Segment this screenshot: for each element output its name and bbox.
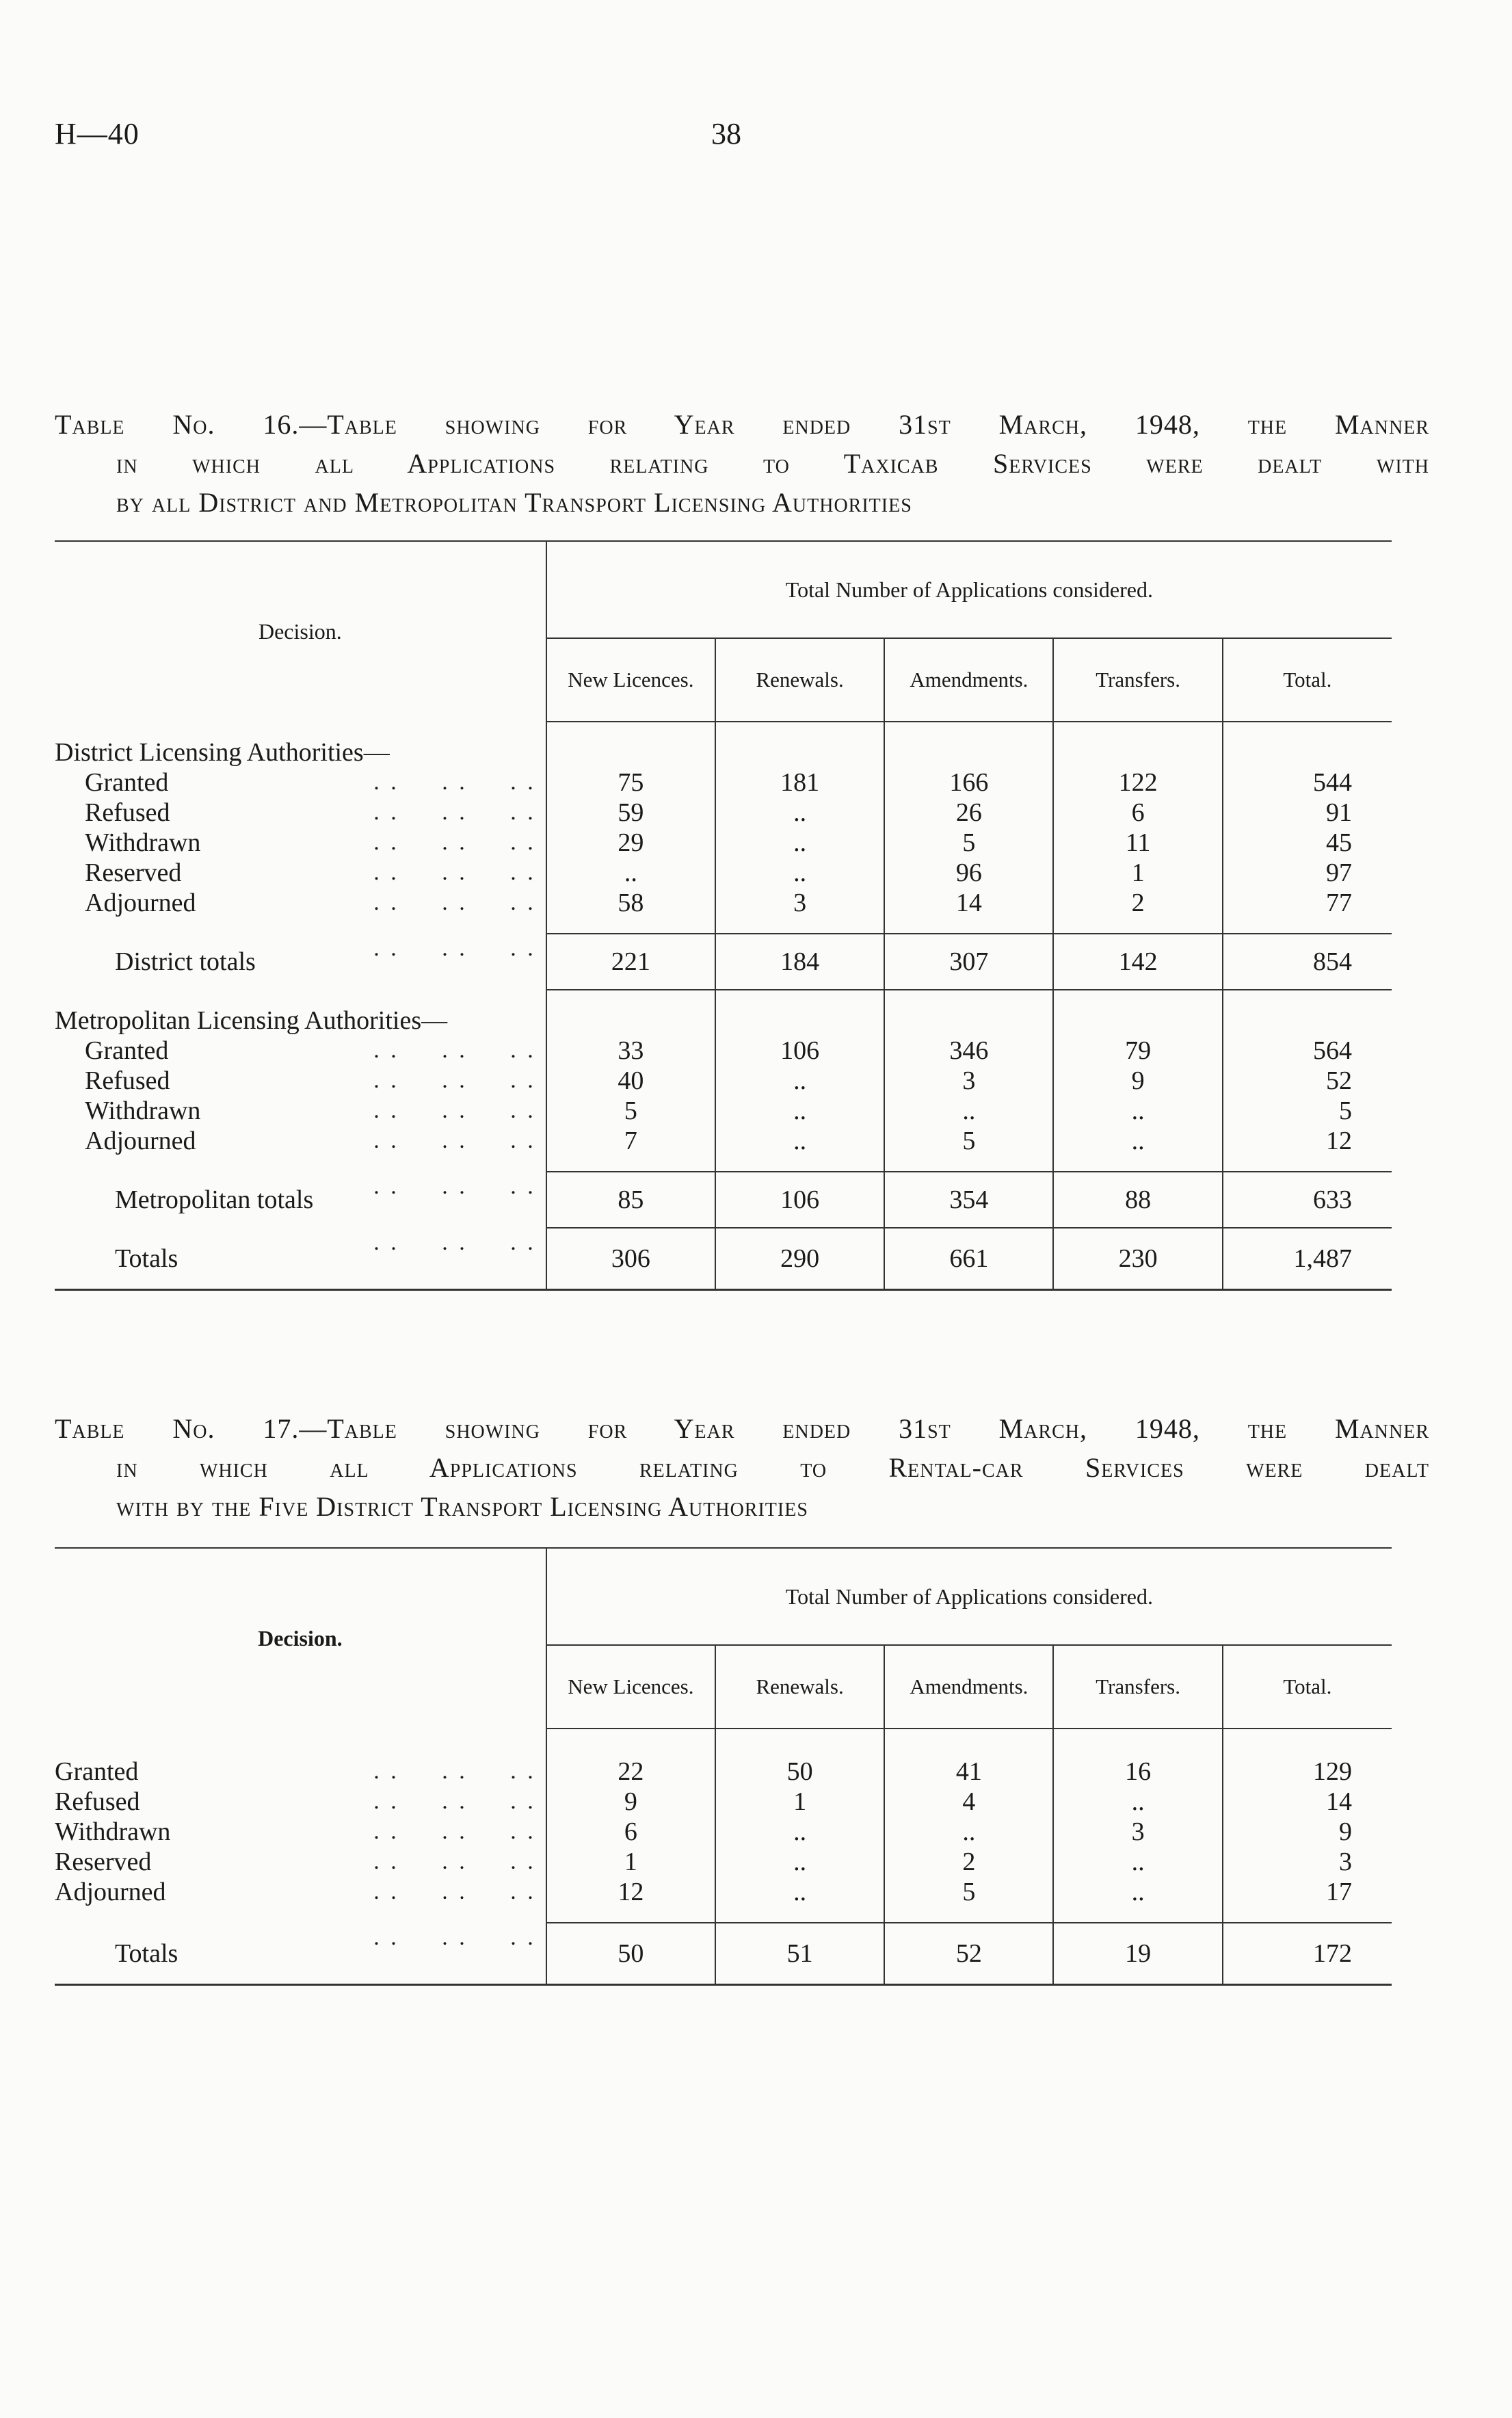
- cell-transfers: 122: [1053, 767, 1222, 798]
- document-reference: H—40: [55, 117, 140, 150]
- cell-renewals: ..: [715, 828, 884, 858]
- row-label: Withdrawn: [85, 1096, 204, 1125]
- cell-total: 9: [1339, 1817, 1352, 1846]
- row-label: Reserved: [55, 1848, 155, 1876]
- row-label: Granted: [55, 1757, 142, 1786]
- group-header: Total Number of Applications considered.: [546, 1549, 1392, 1645]
- cell-total: 1,487: [1223, 1228, 1392, 1290]
- table17: [55, 1547, 1392, 1986]
- cell-renewals: 290: [715, 1228, 884, 1290]
- cell-total: 12: [1326, 1127, 1352, 1155]
- row-label: Refused: [85, 1066, 174, 1095]
- cell-amendments: 307: [884, 934, 1053, 990]
- cell-renewals: 3: [715, 888, 884, 918]
- cell-amendments: 354: [884, 1172, 1053, 1228]
- row-label: Metropolitan totals: [115, 1185, 317, 1214]
- cell-new-licences: 59: [546, 798, 715, 828]
- table-row: [55, 1066, 1392, 1096]
- cell-new-licences: 6: [546, 1817, 715, 1847]
- cell-total: 633: [1223, 1172, 1392, 1228]
- cell-renewals: 106: [715, 1036, 884, 1066]
- cell-amendments: ..: [884, 1817, 1053, 1847]
- cell-transfers: ..: [1053, 1096, 1222, 1126]
- cell-transfers: 230: [1053, 1228, 1222, 1290]
- cell-renewals: ..: [715, 1877, 884, 1907]
- table-row: [55, 888, 1392, 918]
- cell-renewals: ..: [715, 1847, 884, 1877]
- cell-new-licences: 12: [546, 1877, 715, 1907]
- table-row: [55, 1847, 1392, 1877]
- section-heading-metropolitan: [55, 1006, 1392, 1036]
- cell-total: 854: [1223, 934, 1392, 990]
- cell-renewals: 51: [715, 1923, 884, 1985]
- cell-new-licences: 5: [546, 1096, 715, 1126]
- cell-transfers: 2: [1053, 888, 1222, 918]
- cell-transfers: 19: [1053, 1923, 1222, 1985]
- cell-amendments: 3: [884, 1066, 1053, 1096]
- cell-new-licences: 33: [546, 1036, 715, 1066]
- cell-new-licences: 7: [546, 1126, 715, 1156]
- table-row: [55, 1877, 1392, 1907]
- cell-renewals: ..: [715, 858, 884, 888]
- page-number: 38: [711, 117, 741, 150]
- cell-total: 77: [1326, 889, 1352, 917]
- cell-total: 5: [1339, 1096, 1352, 1125]
- cell-transfers: 16: [1053, 1757, 1222, 1787]
- cell-new-licences: 50: [546, 1923, 715, 1985]
- section-heading-district: [55, 737, 1392, 767]
- cell-transfers: ..: [1053, 1847, 1222, 1877]
- cell-amendments: ..: [884, 1096, 1053, 1126]
- table16-caption: [55, 405, 1429, 522]
- cell-transfers: 11: [1053, 828, 1222, 858]
- column-header-new-licences: New Licences.: [546, 638, 715, 722]
- subtotal-row-metropolitan: [55, 1172, 1392, 1228]
- cell-transfers: 1: [1053, 858, 1222, 888]
- cell-transfers: 9: [1053, 1066, 1222, 1096]
- cell-transfers: 79: [1053, 1036, 1222, 1066]
- cell-amendments: 14: [884, 888, 1053, 918]
- cell-new-licences: 29: [546, 828, 715, 858]
- cell-renewals: 181: [715, 767, 884, 798]
- table-row: [55, 828, 1392, 858]
- row-label: Granted: [85, 1036, 172, 1065]
- cell-transfers: 3: [1053, 1817, 1222, 1847]
- cell-new-licences: 306: [546, 1228, 715, 1290]
- cell-renewals: ..: [715, 1817, 884, 1847]
- cell-total: 172: [1223, 1923, 1392, 1985]
- subtotal-row-district: [55, 934, 1392, 990]
- cell-amendments: 5: [884, 1877, 1053, 1907]
- column-header-transfers: Transfers.: [1053, 638, 1222, 722]
- cell-total: 52: [1326, 1066, 1352, 1095]
- table16: [55, 540, 1392, 1291]
- table17-caption: [55, 1409, 1429, 1526]
- section-heading: District Licensing Authorities—: [55, 738, 394, 767]
- decision-header: Decision.: [55, 1549, 546, 1729]
- cell-renewals: ..: [715, 1096, 884, 1126]
- row-label: Totals: [115, 1244, 182, 1273]
- cell-total: 544: [1313, 768, 1352, 797]
- row-label: Adjourned: [85, 1127, 200, 1155]
- row-label: Granted: [85, 768, 172, 797]
- cell-new-licences: 58: [546, 888, 715, 918]
- table-row: [55, 798, 1392, 828]
- table-row: [55, 1817, 1392, 1847]
- row-label: Reserved: [85, 858, 185, 887]
- caption-line: with by the Five District Transport Licensing Authorities: [116, 1491, 808, 1522]
- cell-amendments: 5: [884, 828, 1053, 858]
- cell-amendments: 661: [884, 1228, 1053, 1290]
- cell-new-licences: 221: [546, 934, 715, 990]
- caption-line: Table No. 16.—Table showing for Year ended 31st March, 1948, the Manner: [55, 409, 1429, 440]
- row-label: Withdrawn: [55, 1817, 174, 1846]
- cell-renewals: 50: [715, 1757, 884, 1787]
- cell-total: 91: [1326, 798, 1352, 827]
- cell-new-licences: 1: [546, 1847, 715, 1877]
- row-label: Refused: [85, 798, 174, 827]
- cell-amendments: 166: [884, 767, 1053, 798]
- column-header-renewals: Renewals.: [715, 638, 884, 722]
- page-header: [55, 116, 1457, 157]
- cell-transfers: ..: [1053, 1877, 1222, 1907]
- section-heading: Metropolitan Licensing Authorities—: [55, 1006, 451, 1035]
- table-row: [55, 1096, 1392, 1126]
- row-label: Totals: [115, 1939, 182, 1968]
- column-header-amendments: Amendments.: [884, 1645, 1053, 1729]
- cell-new-licences: 85: [546, 1172, 715, 1228]
- caption-line: by all District and Metropolitan Transport Licensing Authorities: [116, 487, 912, 518]
- column-header-new-licences: New Licences.: [546, 1645, 715, 1729]
- row-label: Withdrawn: [85, 828, 204, 857]
- cell-amendments: 41: [884, 1757, 1053, 1787]
- row-label: Refused: [55, 1787, 144, 1816]
- decision-header: Decision.: [55, 542, 546, 722]
- cell-transfers: 142: [1053, 934, 1222, 990]
- cell-amendments: 96: [884, 858, 1053, 888]
- cell-total: 45: [1326, 828, 1352, 857]
- table-row: [55, 858, 1392, 888]
- column-header-amendments: Amendments.: [884, 638, 1053, 722]
- cell-renewals: 184: [715, 934, 884, 990]
- cell-total: 129: [1313, 1757, 1352, 1786]
- cell-amendments: 26: [884, 798, 1053, 828]
- row-label: Adjourned: [85, 889, 200, 917]
- cell-amendments: 5: [884, 1126, 1053, 1156]
- cell-transfers: 6: [1053, 798, 1222, 828]
- column-header-total: Total.: [1223, 1645, 1392, 1729]
- caption-line: Table No. 17.—Table showing for Year ended 31st March, 1948, the Manner: [55, 1413, 1429, 1444]
- cell-total: 14: [1326, 1787, 1352, 1816]
- column-header-renewals: Renewals.: [715, 1645, 884, 1729]
- cell-amendments: 346: [884, 1036, 1053, 1066]
- table-row: [55, 1757, 1392, 1787]
- cell-amendments: 52: [884, 1923, 1053, 1985]
- row-label: Adjourned: [55, 1878, 170, 1906]
- column-header-transfers: Transfers.: [1053, 1645, 1222, 1729]
- caption-line: in which all Applications relating to Rental-car Services were dealt: [116, 1452, 1429, 1483]
- cell-total: 97: [1326, 858, 1352, 887]
- cell-new-licences: ..: [546, 858, 715, 888]
- cell-new-licences: 9: [546, 1787, 715, 1817]
- cell-transfers: ..: [1053, 1787, 1222, 1817]
- cell-renewals: 106: [715, 1172, 884, 1228]
- cell-total: 17: [1326, 1878, 1352, 1906]
- cell-renewals: ..: [715, 798, 884, 828]
- table-row: [55, 1126, 1392, 1156]
- row-label: District totals: [115, 947, 260, 976]
- cell-total: 564: [1313, 1036, 1352, 1065]
- grand-total-row: [55, 1923, 1392, 1985]
- cell-amendments: 2: [884, 1847, 1053, 1877]
- column-header-total: Total.: [1223, 638, 1392, 722]
- cell-new-licences: 22: [546, 1757, 715, 1787]
- table-row: [55, 1036, 1392, 1066]
- caption-line: in which all Applications relating to Taxicab Services were dealt with: [116, 448, 1429, 479]
- table-row: [55, 1787, 1392, 1817]
- cell-renewals: ..: [715, 1126, 884, 1156]
- cell-renewals: 1: [715, 1787, 884, 1817]
- cell-new-licences: 40: [546, 1066, 715, 1096]
- cell-total: 3: [1339, 1848, 1352, 1876]
- cell-transfers: ..: [1053, 1126, 1222, 1156]
- cell-new-licences: 75: [546, 767, 715, 798]
- grand-total-row: [55, 1228, 1392, 1290]
- cell-renewals: ..: [715, 1066, 884, 1096]
- cell-transfers: 88: [1053, 1172, 1222, 1228]
- cell-amendments: 4: [884, 1787, 1053, 1817]
- group-header: Total Number of Applications considered.: [546, 542, 1392, 638]
- table-row: [55, 767, 1392, 798]
